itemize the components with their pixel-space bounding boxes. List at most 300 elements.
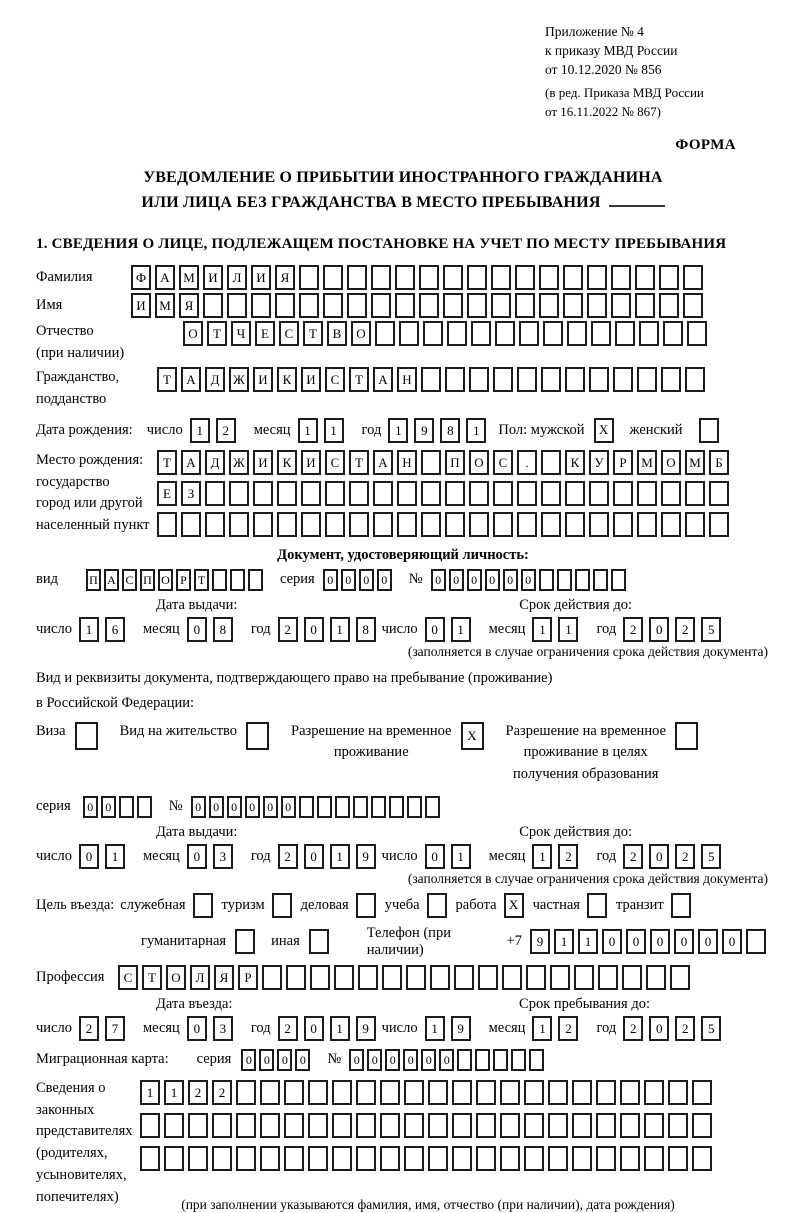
- char-cell[interactable]: [541, 481, 561, 506]
- char-cell[interactable]: [661, 481, 681, 506]
- date-cell[interactable]: 5: [701, 844, 721, 869]
- char-cell[interactable]: [323, 293, 343, 318]
- char-cell[interactable]: [275, 293, 295, 318]
- date-cell[interactable]: 1: [532, 1016, 552, 1041]
- char-cell[interactable]: [229, 481, 249, 506]
- char-cell[interactable]: [476, 1113, 496, 1138]
- date-cell[interactable]: 3: [213, 1016, 233, 1041]
- char-cell[interactable]: 0: [295, 1049, 310, 1071]
- char-cell[interactable]: 0: [191, 796, 206, 818]
- char-cell[interactable]: [541, 367, 561, 392]
- char-cell[interactable]: [746, 929, 766, 954]
- char-cell[interactable]: [517, 512, 537, 537]
- char-cell[interactable]: [373, 512, 393, 537]
- char-cell[interactable]: 0: [209, 796, 224, 818]
- date-cell[interactable]: 8: [213, 617, 233, 642]
- char-cell[interactable]: Р: [238, 965, 258, 990]
- char-cell[interactable]: [205, 481, 225, 506]
- char-cell[interactable]: [212, 1146, 232, 1171]
- char-cell[interactable]: И: [301, 450, 321, 475]
- char-cell[interactable]: Ч: [231, 321, 251, 346]
- char-cell[interactable]: [611, 293, 631, 318]
- char-cell[interactable]: [425, 796, 440, 818]
- char-cell[interactable]: [500, 1113, 520, 1138]
- date-cell[interactable]: 2: [216, 418, 236, 443]
- date-cell[interactable]: 0: [425, 617, 445, 642]
- char-cell[interactable]: 0: [277, 1049, 292, 1071]
- char-cell[interactable]: 0: [367, 1049, 382, 1071]
- char-cell[interactable]: [454, 965, 474, 990]
- date-cell[interactable]: 0: [425, 844, 445, 869]
- char-cell[interactable]: [572, 1146, 592, 1171]
- date-cell[interactable]: 6: [105, 617, 125, 642]
- char-cell[interactable]: [236, 1080, 256, 1105]
- char-cell[interactable]: 2: [212, 1080, 232, 1105]
- char-cell[interactable]: [353, 796, 368, 818]
- date-cell[interactable]: 8: [356, 617, 376, 642]
- char-cell[interactable]: Р: [613, 450, 633, 475]
- date-cell[interactable]: 2: [675, 1016, 695, 1041]
- char-cell[interactable]: И: [251, 265, 271, 290]
- date-cell[interactable]: 1: [330, 617, 350, 642]
- char-cell[interactable]: [620, 1080, 640, 1105]
- char-cell[interactable]: 0: [259, 1049, 274, 1071]
- date-cell[interactable]: 1: [79, 617, 99, 642]
- char-cell[interactable]: [349, 481, 369, 506]
- char-cell[interactable]: [347, 265, 367, 290]
- char-cell[interactable]: [119, 796, 134, 818]
- char-cell[interactable]: [423, 321, 443, 346]
- checkbox[interactable]: [427, 893, 447, 918]
- char-cell[interactable]: 0: [227, 796, 242, 818]
- char-cell[interactable]: [663, 321, 683, 346]
- char-cell[interactable]: [430, 965, 450, 990]
- char-cell[interactable]: [589, 367, 609, 392]
- char-cell[interactable]: [317, 796, 332, 818]
- char-cell[interactable]: О: [166, 965, 186, 990]
- char-cell[interactable]: [493, 512, 513, 537]
- char-cell[interactable]: [598, 965, 618, 990]
- char-cell[interactable]: Ж: [229, 450, 249, 475]
- char-cell[interactable]: 0: [403, 1049, 418, 1071]
- char-cell[interactable]: О: [351, 321, 371, 346]
- char-cell[interactable]: [419, 293, 439, 318]
- date-cell[interactable]: 0: [304, 1016, 324, 1041]
- char-cell[interactable]: С: [279, 321, 299, 346]
- date-cell[interactable]: 3: [213, 844, 233, 869]
- char-cell[interactable]: [668, 1113, 688, 1138]
- char-cell[interactable]: [395, 293, 415, 318]
- char-cell[interactable]: [447, 321, 467, 346]
- char-cell[interactable]: [668, 1080, 688, 1105]
- char-cell[interactable]: 0: [241, 1049, 256, 1071]
- char-cell[interactable]: [452, 1080, 472, 1105]
- char-cell[interactable]: [443, 265, 463, 290]
- char-cell[interactable]: [502, 965, 522, 990]
- char-cell[interactable]: 0: [349, 1049, 364, 1071]
- char-cell[interactable]: [399, 321, 419, 346]
- date-cell[interactable]: 1: [298, 418, 318, 443]
- char-cell[interactable]: [375, 321, 395, 346]
- char-cell[interactable]: С: [325, 450, 345, 475]
- char-cell[interactable]: [421, 481, 441, 506]
- char-cell[interactable]: С: [122, 569, 137, 591]
- char-cell[interactable]: К: [277, 450, 297, 475]
- char-cell[interactable]: А: [373, 367, 393, 392]
- date-cell[interactable]: 2: [675, 617, 695, 642]
- char-cell[interactable]: Е: [157, 481, 177, 506]
- char-cell[interactable]: [325, 512, 345, 537]
- char-cell[interactable]: [644, 1146, 664, 1171]
- char-cell[interactable]: [637, 512, 657, 537]
- char-cell[interactable]: [299, 293, 319, 318]
- checkbox[interactable]: X: [461, 722, 484, 750]
- char-cell[interactable]: [349, 512, 369, 537]
- char-cell[interactable]: [589, 481, 609, 506]
- char-cell[interactable]: [622, 965, 642, 990]
- char-cell[interactable]: [421, 367, 441, 392]
- char-cell[interactable]: [236, 1146, 256, 1171]
- date-cell[interactable]: 1: [532, 844, 552, 869]
- char-cell[interactable]: 0: [341, 569, 356, 591]
- checkbox[interactable]: [356, 893, 376, 918]
- checkbox[interactable]: [671, 893, 691, 918]
- char-cell[interactable]: 0: [485, 569, 500, 591]
- checkbox[interactable]: [246, 722, 269, 750]
- char-cell[interactable]: Б: [709, 450, 729, 475]
- char-cell[interactable]: 1: [554, 929, 574, 954]
- char-cell[interactable]: П: [86, 569, 101, 591]
- char-cell[interactable]: [565, 512, 585, 537]
- date-cell[interactable]: 2: [558, 844, 578, 869]
- date-cell[interactable]: 8: [440, 418, 460, 443]
- char-cell[interactable]: Т: [207, 321, 227, 346]
- char-cell[interactable]: [471, 321, 491, 346]
- char-cell[interactable]: [692, 1146, 712, 1171]
- char-cell[interactable]: [478, 965, 498, 990]
- date-cell[interactable]: 5: [701, 617, 721, 642]
- char-cell[interactable]: Ф: [131, 265, 151, 290]
- char-cell[interactable]: Т: [349, 450, 369, 475]
- char-cell[interactable]: [443, 293, 463, 318]
- char-cell[interactable]: [591, 321, 611, 346]
- char-cell[interactable]: 0: [439, 1049, 454, 1071]
- date-cell[interactable]: 1: [558, 617, 578, 642]
- date-cell[interactable]: 1: [330, 1016, 350, 1041]
- char-cell[interactable]: Т: [303, 321, 323, 346]
- char-cell[interactable]: И: [253, 450, 273, 475]
- char-cell[interactable]: 0: [449, 569, 464, 591]
- char-cell[interactable]: А: [155, 265, 175, 290]
- char-cell[interactable]: [524, 1146, 544, 1171]
- char-cell[interactable]: [457, 1049, 472, 1071]
- char-cell[interactable]: [548, 1146, 568, 1171]
- char-cell[interactable]: [709, 512, 729, 537]
- char-cell[interactable]: [325, 481, 345, 506]
- checkbox[interactable]: [309, 929, 329, 954]
- char-cell[interactable]: М: [179, 265, 199, 290]
- char-cell[interactable]: [685, 481, 705, 506]
- date-cell[interactable]: 2: [278, 1016, 298, 1041]
- char-cell[interactable]: [308, 1113, 328, 1138]
- char-cell[interactable]: 0: [323, 569, 338, 591]
- char-cell[interactable]: [526, 965, 546, 990]
- char-cell[interactable]: [661, 367, 681, 392]
- char-cell[interactable]: [284, 1080, 304, 1105]
- char-cell[interactable]: [428, 1080, 448, 1105]
- checkbox[interactable]: [675, 722, 698, 750]
- char-cell[interactable]: [203, 293, 223, 318]
- char-cell[interactable]: 9: [530, 929, 550, 954]
- char-cell[interactable]: [323, 265, 343, 290]
- char-cell[interactable]: [596, 1146, 616, 1171]
- char-cell[interactable]: [511, 1049, 526, 1071]
- char-cell[interactable]: [380, 1146, 400, 1171]
- char-cell[interactable]: [445, 481, 465, 506]
- date-cell[interactable]: 1: [388, 418, 408, 443]
- char-cell[interactable]: Я: [214, 965, 234, 990]
- char-cell[interactable]: [593, 569, 608, 591]
- char-cell[interactable]: Н: [397, 450, 417, 475]
- date-cell[interactable]: 0: [187, 844, 207, 869]
- char-cell[interactable]: Е: [255, 321, 275, 346]
- date-cell[interactable]: 2: [623, 844, 643, 869]
- char-cell[interactable]: [543, 321, 563, 346]
- char-cell[interactable]: [356, 1113, 376, 1138]
- date-cell[interactable]: 9: [356, 844, 376, 869]
- char-cell[interactable]: П: [140, 569, 155, 591]
- char-cell[interactable]: М: [685, 450, 705, 475]
- date-cell[interactable]: 2: [558, 1016, 578, 1041]
- char-cell[interactable]: 0: [385, 1049, 400, 1071]
- char-cell[interactable]: С: [493, 450, 513, 475]
- char-cell[interactable]: [670, 965, 690, 990]
- char-cell[interactable]: [467, 293, 487, 318]
- female-checkbox[interactable]: [699, 418, 719, 443]
- char-cell[interactable]: [421, 450, 441, 475]
- char-cell[interactable]: [248, 569, 263, 591]
- date-cell[interactable]: 2: [623, 617, 643, 642]
- char-cell[interactable]: З: [181, 481, 201, 506]
- date-cell[interactable]: 1: [451, 617, 471, 642]
- char-cell[interactable]: 0: [467, 569, 482, 591]
- char-cell[interactable]: И: [131, 293, 151, 318]
- char-cell[interactable]: [548, 1113, 568, 1138]
- char-cell[interactable]: [596, 1113, 616, 1138]
- char-cell[interactable]: [611, 569, 626, 591]
- date-cell[interactable]: 1: [105, 844, 125, 869]
- char-cell[interactable]: И: [301, 367, 321, 392]
- date-cell[interactable]: 1: [190, 418, 210, 443]
- char-cell[interactable]: [371, 796, 386, 818]
- checkbox[interactable]: [235, 929, 255, 954]
- date-cell[interactable]: 0: [187, 1016, 207, 1041]
- char-cell[interactable]: 0: [101, 796, 116, 818]
- char-cell[interactable]: [334, 965, 354, 990]
- char-cell[interactable]: [284, 1113, 304, 1138]
- char-cell[interactable]: [452, 1113, 472, 1138]
- char-cell[interactable]: Д: [205, 367, 225, 392]
- char-cell[interactable]: 0: [698, 929, 718, 954]
- char-cell[interactable]: [332, 1146, 352, 1171]
- char-cell[interactable]: 0: [83, 796, 98, 818]
- char-cell[interactable]: [613, 512, 633, 537]
- char-cell[interactable]: [515, 293, 535, 318]
- char-cell[interactable]: [380, 1080, 400, 1105]
- char-cell[interactable]: [227, 293, 247, 318]
- char-cell[interactable]: [205, 512, 225, 537]
- char-cell[interactable]: Р: [176, 569, 191, 591]
- char-cell[interactable]: [428, 1146, 448, 1171]
- char-cell[interactable]: [308, 1080, 328, 1105]
- char-cell[interactable]: [310, 965, 330, 990]
- char-cell[interactable]: А: [104, 569, 119, 591]
- char-cell[interactable]: Т: [349, 367, 369, 392]
- date-cell[interactable]: 9: [414, 418, 434, 443]
- char-cell[interactable]: [589, 512, 609, 537]
- date-cell[interactable]: 1: [466, 418, 486, 443]
- char-cell[interactable]: [230, 569, 245, 591]
- char-cell[interactable]: [519, 321, 539, 346]
- char-cell[interactable]: О: [183, 321, 203, 346]
- char-cell[interactable]: [164, 1146, 184, 1171]
- checkbox[interactable]: [75, 722, 98, 750]
- char-cell[interactable]: [541, 450, 561, 475]
- char-cell[interactable]: [692, 1080, 712, 1105]
- char-cell[interactable]: [587, 265, 607, 290]
- char-cell[interactable]: 1: [164, 1080, 184, 1105]
- char-cell[interactable]: 0: [377, 569, 392, 591]
- char-cell[interactable]: [137, 796, 152, 818]
- char-cell[interactable]: [308, 1146, 328, 1171]
- char-cell[interactable]: [421, 512, 441, 537]
- char-cell[interactable]: [572, 1113, 592, 1138]
- char-cell[interactable]: 1: [578, 929, 598, 954]
- char-cell[interactable]: [188, 1146, 208, 1171]
- char-cell[interactable]: [332, 1113, 352, 1138]
- char-cell[interactable]: [515, 265, 535, 290]
- char-cell[interactable]: К: [565, 450, 585, 475]
- char-cell[interactable]: О: [661, 450, 681, 475]
- date-cell[interactable]: 1: [451, 844, 471, 869]
- char-cell[interactable]: [563, 265, 583, 290]
- char-cell[interactable]: [428, 1113, 448, 1138]
- char-cell[interactable]: [493, 481, 513, 506]
- char-cell[interactable]: [637, 481, 657, 506]
- char-cell[interactable]: [251, 293, 271, 318]
- char-cell[interactable]: [529, 1049, 544, 1071]
- char-cell[interactable]: [475, 1049, 490, 1071]
- char-cell[interactable]: [659, 293, 679, 318]
- char-cell[interactable]: [419, 265, 439, 290]
- char-cell[interactable]: [299, 796, 314, 818]
- date-cell[interactable]: 0: [649, 844, 669, 869]
- char-cell[interactable]: [683, 293, 703, 318]
- char-cell[interactable]: [615, 321, 635, 346]
- char-cell[interactable]: [260, 1113, 280, 1138]
- char-cell[interactable]: [332, 1080, 352, 1105]
- char-cell[interactable]: [639, 321, 659, 346]
- date-cell[interactable]: 1: [330, 844, 350, 869]
- date-cell[interactable]: 0: [187, 617, 207, 642]
- char-cell[interactable]: [635, 265, 655, 290]
- char-cell[interactable]: [382, 965, 402, 990]
- char-cell[interactable]: .: [517, 450, 537, 475]
- char-cell[interactable]: [469, 512, 489, 537]
- date-cell[interactable]: 2: [278, 617, 298, 642]
- char-cell[interactable]: [574, 965, 594, 990]
- char-cell[interactable]: С: [325, 367, 345, 392]
- char-cell[interactable]: 0: [245, 796, 260, 818]
- char-cell[interactable]: 0: [650, 929, 670, 954]
- char-cell[interactable]: 0: [521, 569, 536, 591]
- char-cell[interactable]: [541, 512, 561, 537]
- char-cell[interactable]: 1: [140, 1080, 160, 1105]
- char-cell[interactable]: [683, 265, 703, 290]
- char-cell[interactable]: [668, 1146, 688, 1171]
- char-cell[interactable]: [613, 481, 633, 506]
- char-cell[interactable]: С: [118, 965, 138, 990]
- date-cell[interactable]: 9: [356, 1016, 376, 1041]
- char-cell[interactable]: [500, 1146, 520, 1171]
- char-cell[interactable]: [164, 1113, 184, 1138]
- char-cell[interactable]: Я: [179, 293, 199, 318]
- char-cell[interactable]: [212, 569, 227, 591]
- checkbox[interactable]: [587, 893, 607, 918]
- char-cell[interactable]: [493, 367, 513, 392]
- char-cell[interactable]: 0: [722, 929, 742, 954]
- char-cell[interactable]: [557, 569, 572, 591]
- char-cell[interactable]: [371, 265, 391, 290]
- char-cell[interactable]: [692, 1113, 712, 1138]
- char-cell[interactable]: 0: [626, 929, 646, 954]
- char-cell[interactable]: [687, 321, 707, 346]
- char-cell[interactable]: [500, 1080, 520, 1105]
- char-cell[interactable]: [140, 1113, 160, 1138]
- char-cell[interactable]: [661, 512, 681, 537]
- char-cell[interactable]: О: [158, 569, 173, 591]
- char-cell[interactable]: Т: [142, 965, 162, 990]
- char-cell[interactable]: [469, 481, 489, 506]
- char-cell[interactable]: Т: [157, 367, 177, 392]
- char-cell[interactable]: [397, 512, 417, 537]
- char-cell[interactable]: [644, 1080, 664, 1105]
- char-cell[interactable]: [491, 265, 511, 290]
- char-cell[interactable]: [277, 512, 297, 537]
- char-cell[interactable]: [587, 293, 607, 318]
- char-cell[interactable]: 0: [281, 796, 296, 818]
- char-cell[interactable]: [260, 1146, 280, 1171]
- char-cell[interactable]: [286, 965, 306, 990]
- char-cell[interactable]: [539, 569, 554, 591]
- char-cell[interactable]: М: [155, 293, 175, 318]
- date-cell[interactable]: 1: [532, 617, 552, 642]
- char-cell[interactable]: 0: [674, 929, 694, 954]
- char-cell[interactable]: [212, 1113, 232, 1138]
- char-cell[interactable]: [620, 1146, 640, 1171]
- char-cell[interactable]: [493, 1049, 508, 1071]
- char-cell[interactable]: [253, 481, 273, 506]
- char-cell[interactable]: [452, 1146, 472, 1171]
- char-cell[interactable]: [389, 796, 404, 818]
- char-cell[interactable]: [709, 481, 729, 506]
- char-cell[interactable]: [572, 1080, 592, 1105]
- date-cell[interactable]: 0: [304, 844, 324, 869]
- char-cell[interactable]: В: [327, 321, 347, 346]
- char-cell[interactable]: [380, 1113, 400, 1138]
- char-cell[interactable]: А: [181, 450, 201, 475]
- char-cell[interactable]: [236, 1113, 256, 1138]
